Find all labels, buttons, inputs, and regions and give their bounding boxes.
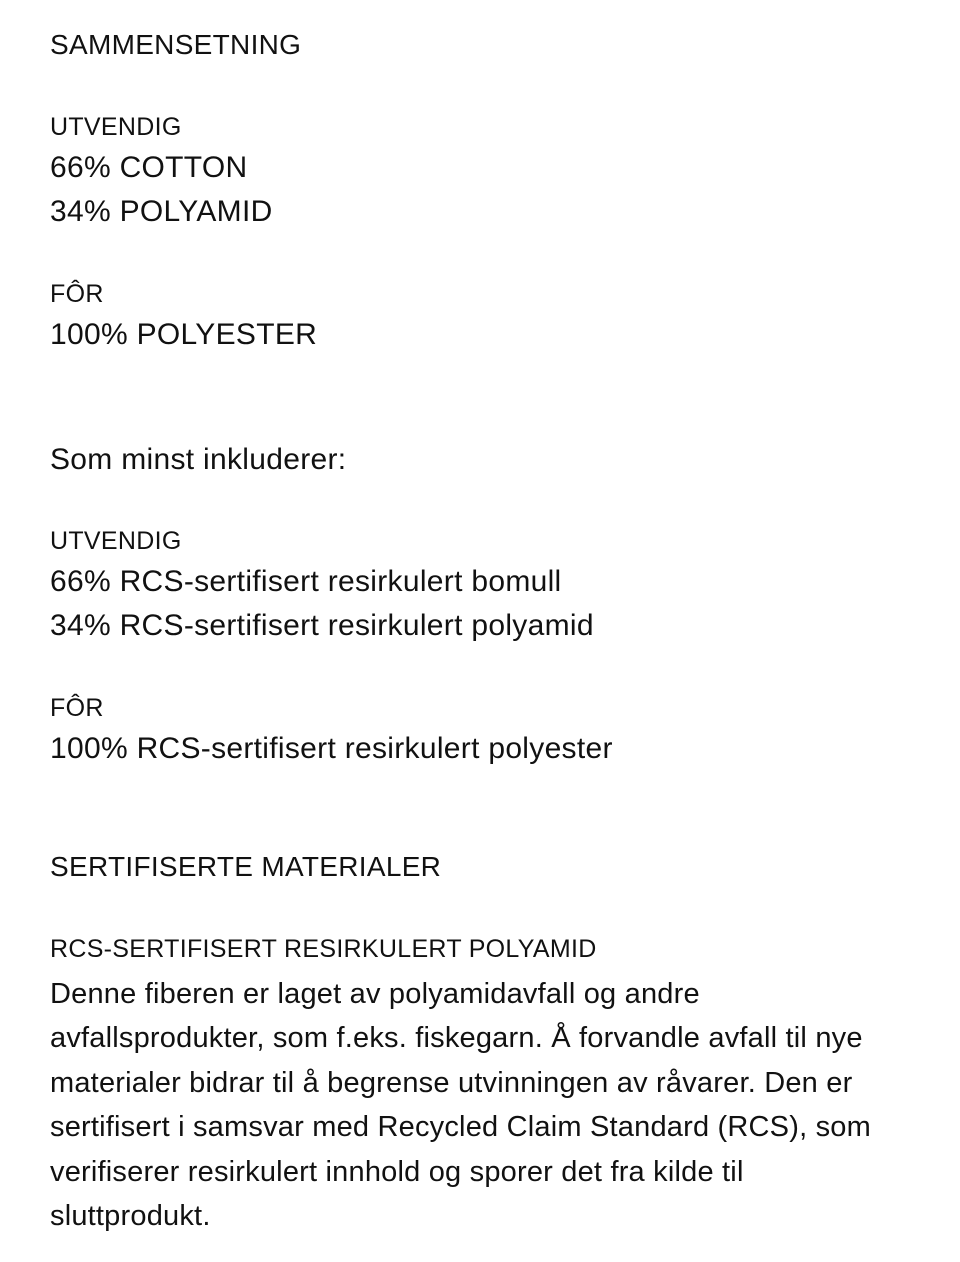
includes-intro: Som minst inkluderer: — [50, 443, 347, 476]
lining-label: FÔR — [50, 280, 104, 308]
outer-fabric-line: 34% POLYAMID — [50, 195, 273, 228]
certified-heading: SERTIFISERTE MATERIALER — [50, 851, 442, 882]
includes-outer-label: UTVENDIG — [50, 527, 182, 555]
composition-heading: SAMMENSETNING — [50, 29, 302, 60]
includes-outer-line: 34% RCS-sertifisert resirkulert polyamid — [50, 609, 594, 642]
includes-outer-line: 66% RCS-sertifisert resirkulert bomull — [50, 565, 562, 598]
includes-lining-label: FÔR — [50, 694, 104, 722]
certified-material-label: RCS-SERTIFISERT RESIRKULERT POLYAMID — [50, 935, 597, 963]
lining-line: 100% POLYESTER — [50, 318, 318, 351]
outer-fabric-label: UTVENDIG — [50, 113, 182, 141]
certified-material-description: Denne fiberen er laget av polyamidavfall og andre avfallsprodukter, som f.eks. fiskegarn. Å forvandle avfall til nye materialer bidrar til å begrense utvinningen av råvarer. Den er sertifisert i samsvar med Recycled Claim Standard (RCS), som verifiserer resirkulert innhold og sporer det fra kilde til sluttprodukt. — [50, 978, 871, 1233]
outer-fabric-line: 66% COTTON — [50, 151, 248, 184]
includes-lining-line: 100% RCS-sertifisert resirkulert polyester — [50, 732, 613, 765]
